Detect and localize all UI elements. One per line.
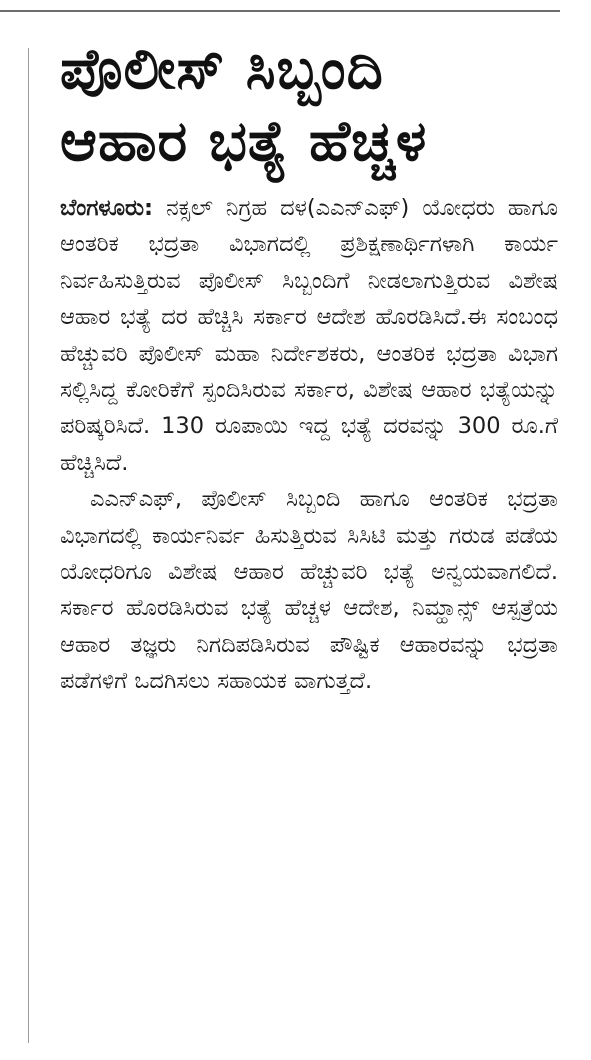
paragraph-1-text: ನಕ್ಸಲ್ ನಿಗ್ರಹ ದಳ(ಎಎನ್‌ಎಫ್) ಯೋಧರು ಹಾಗೂ ಆಂತರಿಕ ಭದ್ರತಾ ವಿಭಾಗದಲ್ಲಿ ಪ್ರಶಿಕ್ಷಣಾರ್ಥಿಗಳಾಗಿ ಕಾರ್ಯ ನಿರ್ವಹಿಸುತ್ತಿರುವ ಪೊಲೀಸ್ ಸಿಬ್ಬಂದಿಗೆ ನೀಡಲಾಗುತ್ತಿರುವ ವಿಶೇಷ ಆಹಾರ ಭತ್ಯೆ ದರ ಹೆಚ್ಚಿಸಿ ಸರ್ಕಾರ ಆದೇಶ ಹೊರಡಿಸಿದೆ.ಈ ಸಂಬಂಧ ಹೆಚ್ಚುವರಿ ಪೊಲೀಸ್ ಮಹಾ ನಿರ್ದೇಶಕರು, ಆಂತರಿಕ ಭದ್ರತಾ ವಿಭಾಗ ಸಲ್ಲಿಸಿದ್ದ ಕೋರಿಕೆಗೆ ಸ್ಪಂದಿಸಿರುವ ಸರ್ಕಾರ, ವಿಶೇಷ ಆಹಾರ ಭತ್ಯೆಯನ್ನು ಪರಿಷ್ಕರಿಸಿದೆ. 130 ರೂಪಾಯಿ ಇದ್ದ ಭತ್ಯೆ ದರವನ್ನು 300 ರೂ.ಗೆ ಹೆಚ್ಚಿಸಿದೆ. — [60, 195, 558, 476]
article-body — [60, 190, 558, 700]
headline-line-2: ಆಹಾರ ಭತ್ಯೆ ಹೆಚ್ಚಳ — [60, 109, 428, 174]
article-paragraph-1 — [60, 190, 558, 481]
dateline: ಬೆಂಗಳೂರು: — [60, 195, 154, 221]
top-divider-rule — [0, 10, 560, 12]
news-article — [60, 34, 558, 700]
column-divider-rule — [28, 48, 29, 1043]
headline — [60, 34, 558, 178]
headline-line-1: ಪೊಲೀಸ್ ಸಿಬ್ಬಂದಿ — [60, 37, 384, 102]
article-paragraph-2: ಎಎನ್‌ಎಫ್, ಪೊಲೀಸ್ ಸಿಬ್ಬಂದಿ ಹಾಗೂ ಆಂತರಿಕ ಭದ್ರತಾ ವಿಭಾಗದಲ್ಲಿ ಕಾರ್ಯನಿರ್ವ ಹಿಸುತ್ತಿರುವ ಸಿಸಿಟಿ ಮತ್ತು ಗರುಡ ಪಡೆಯ ಯೋಧರಿಗೂ ವಿಶೇಷ ಆಹಾರ ಹೆಚ್ಚುವರಿ ಭತ್ಯೆ ಅನ್ವಯವಾಗಲಿದೆ. ಸರ್ಕಾರ ಹೊರಡಿಸಿರುವ ಭತ್ಯೆ ಹೆಚ್ಚಳ ಆದೇಶ, ನಿಮ್ಹಾನ್ಸ್ ಆಸ್ಪತ್ರೆಯ ಆಹಾರ ತಜ್ಞರು ನಿಗದಿಪಡಿಸಿರುವ ಪೌಷ್ಟಿಕ ಆಹಾರವನ್ನು ಭದ್ರತಾ ಪಡೆಗಳಿಗೆ ಒದಗಿಸಲು ಸಹಾಯಕ ವಾಗುತ್ತದೆ. — [60, 486, 558, 695]
